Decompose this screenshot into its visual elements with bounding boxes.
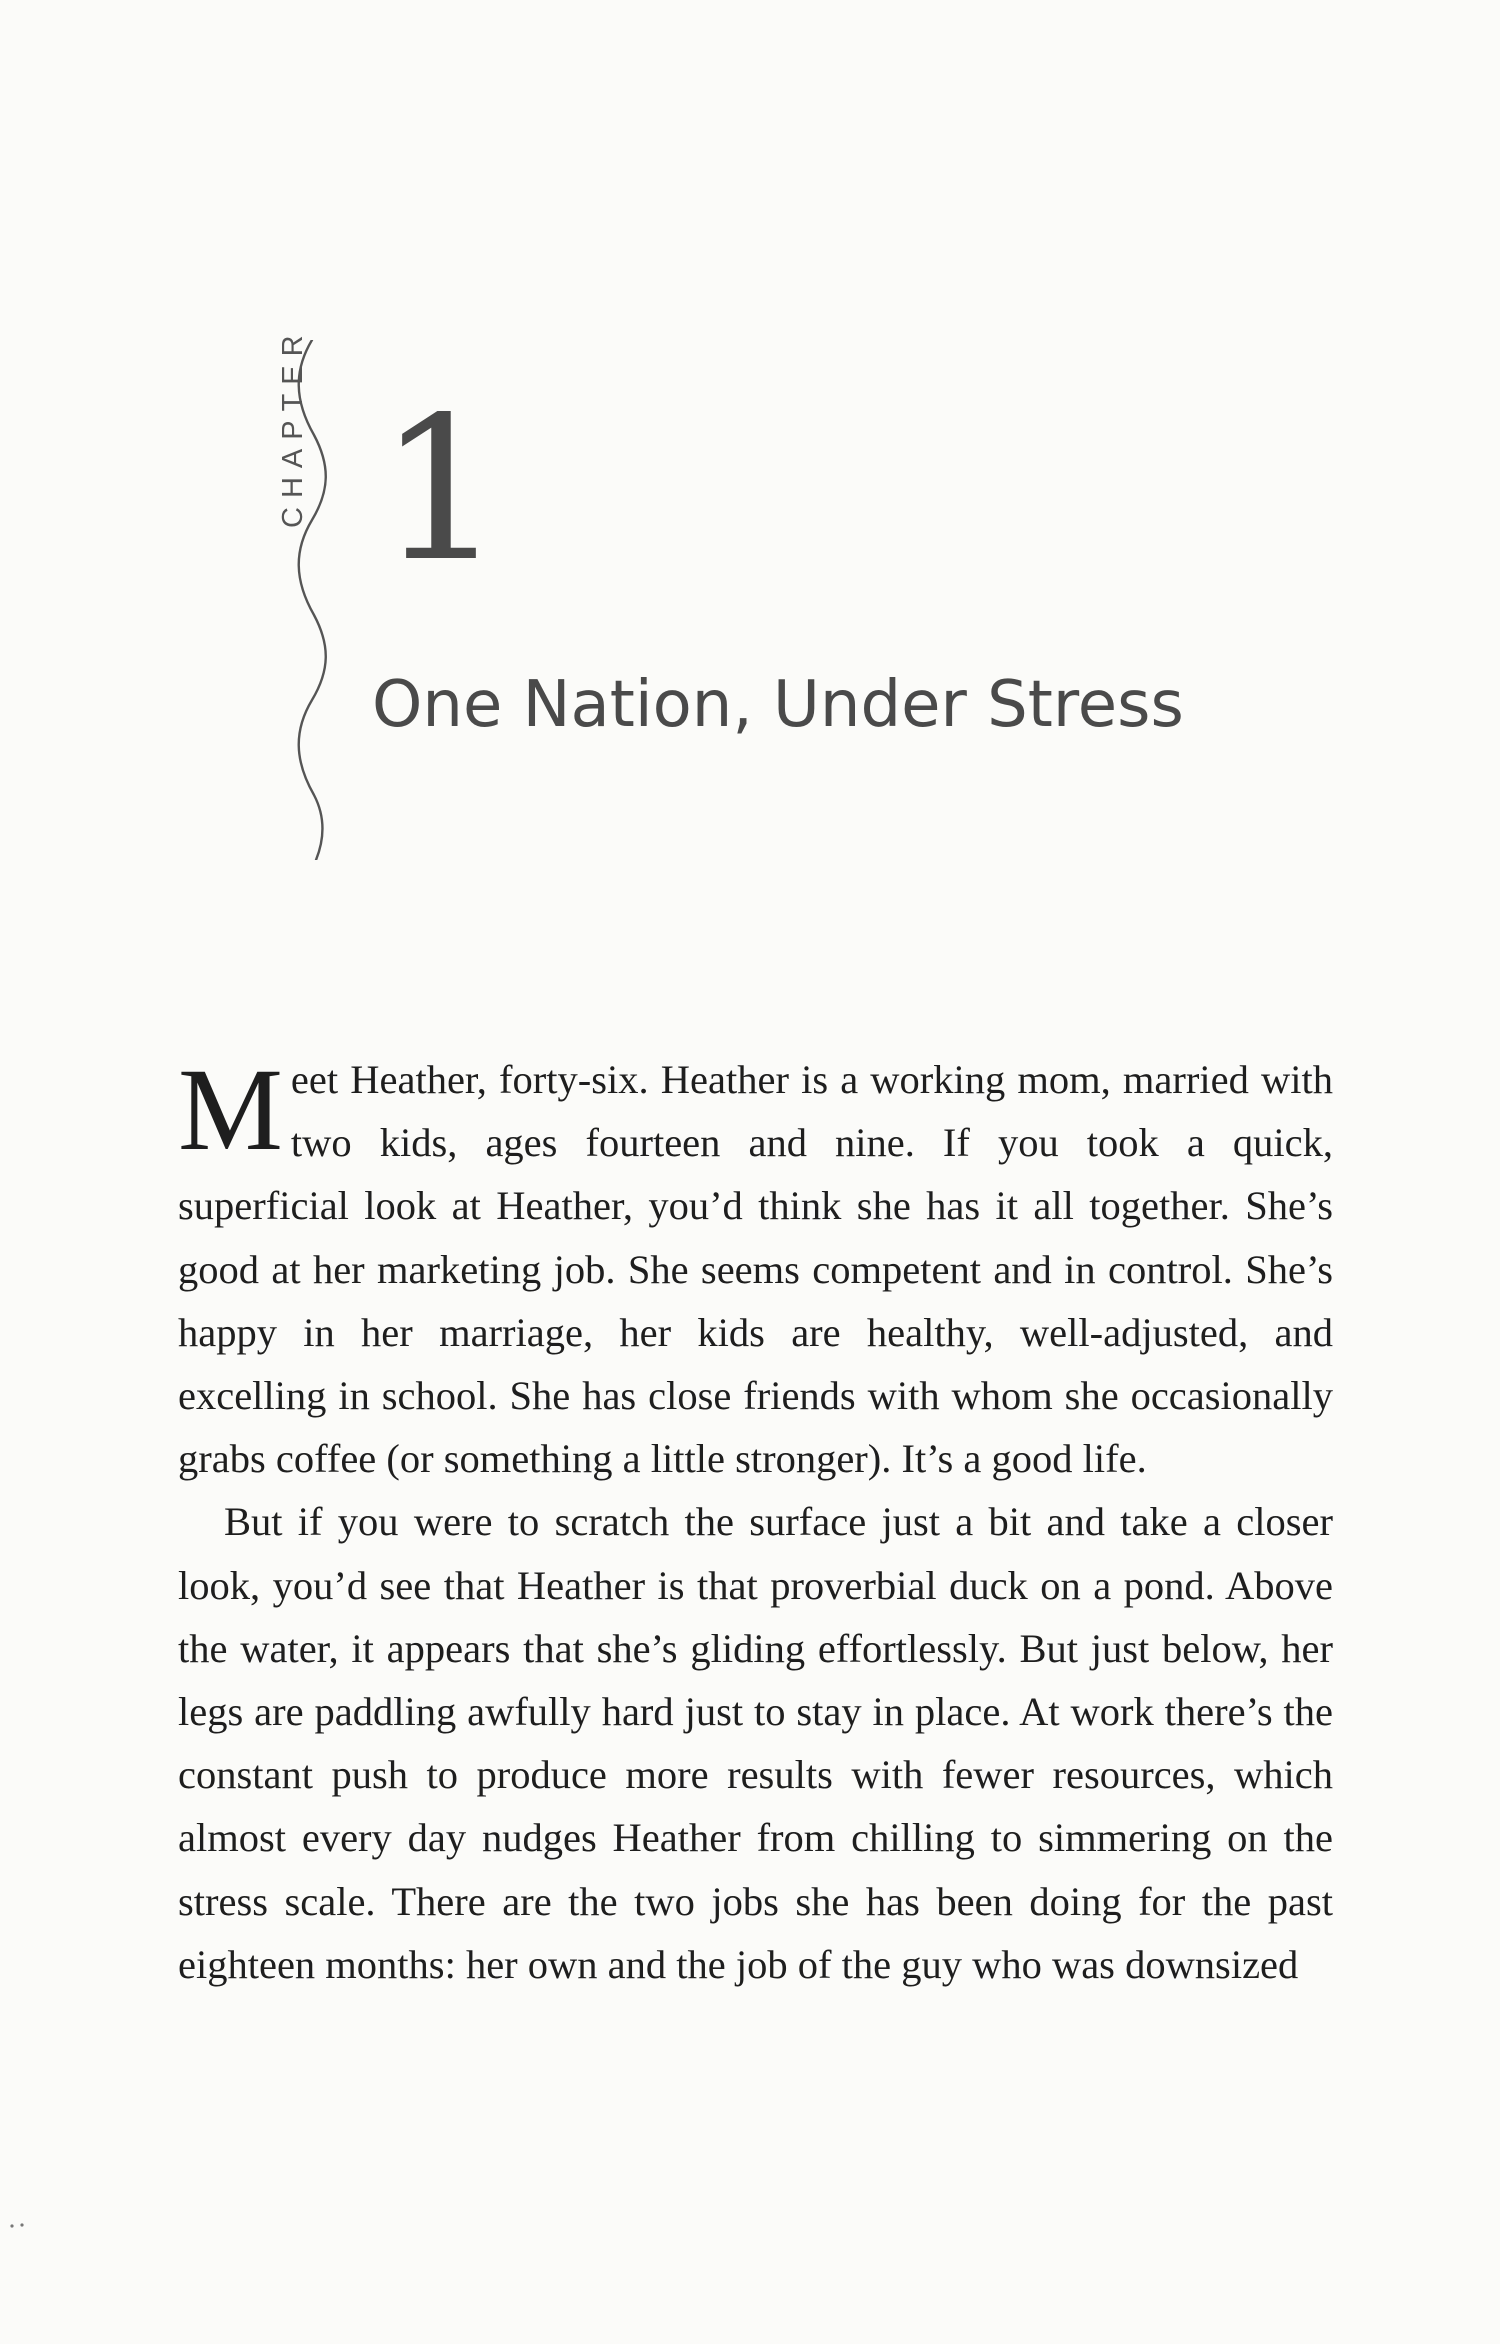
paragraph-2: But if you were to scratch the surface just a bit and take a closer look, you’d see that Heather is that proverbial duck on a pond. Above the water, it appears that she’s gliding effortlessly. But just below, her legs are paddling awfully hard just to stay in place. At work there’s the constant push to produce more results with fewer resources, which almost every day nudges Heather from chilling to simmering on the stress scale. There are the two jobs she has been doing for the past eighteen months: her own and the job of the guy who was downsized (178, 1499, 1333, 1987)
drop-cap: M (178, 1044, 283, 1175)
paragraph-1 (178, 1044, 1333, 1490)
chapter-number: 1 (378, 374, 504, 605)
chapter-title: One Nation, Under Stress (372, 668, 1184, 742)
scan-specks (8, 2220, 48, 2232)
decorative-squiggle-line (290, 340, 340, 860)
body-text (178, 1044, 1333, 1996)
paragraph-1-text: eet Heather, forty-six. Heather is a working mom, married with two kids, ages fourteen and nine. If you took a quick, superficial look at Heather, you’d think she has it all together. She’s good at her marketing job. She seems competent and in control. She’s happy in her marriage, her kids are healthy, well-adjusted, and excelling in school. She has close friends with whom she occasionally grabs coffee (or something a little stronger). It’s a good life. (178, 1057, 1333, 1482)
chapter-label: CHAPTER (277, 326, 309, 528)
